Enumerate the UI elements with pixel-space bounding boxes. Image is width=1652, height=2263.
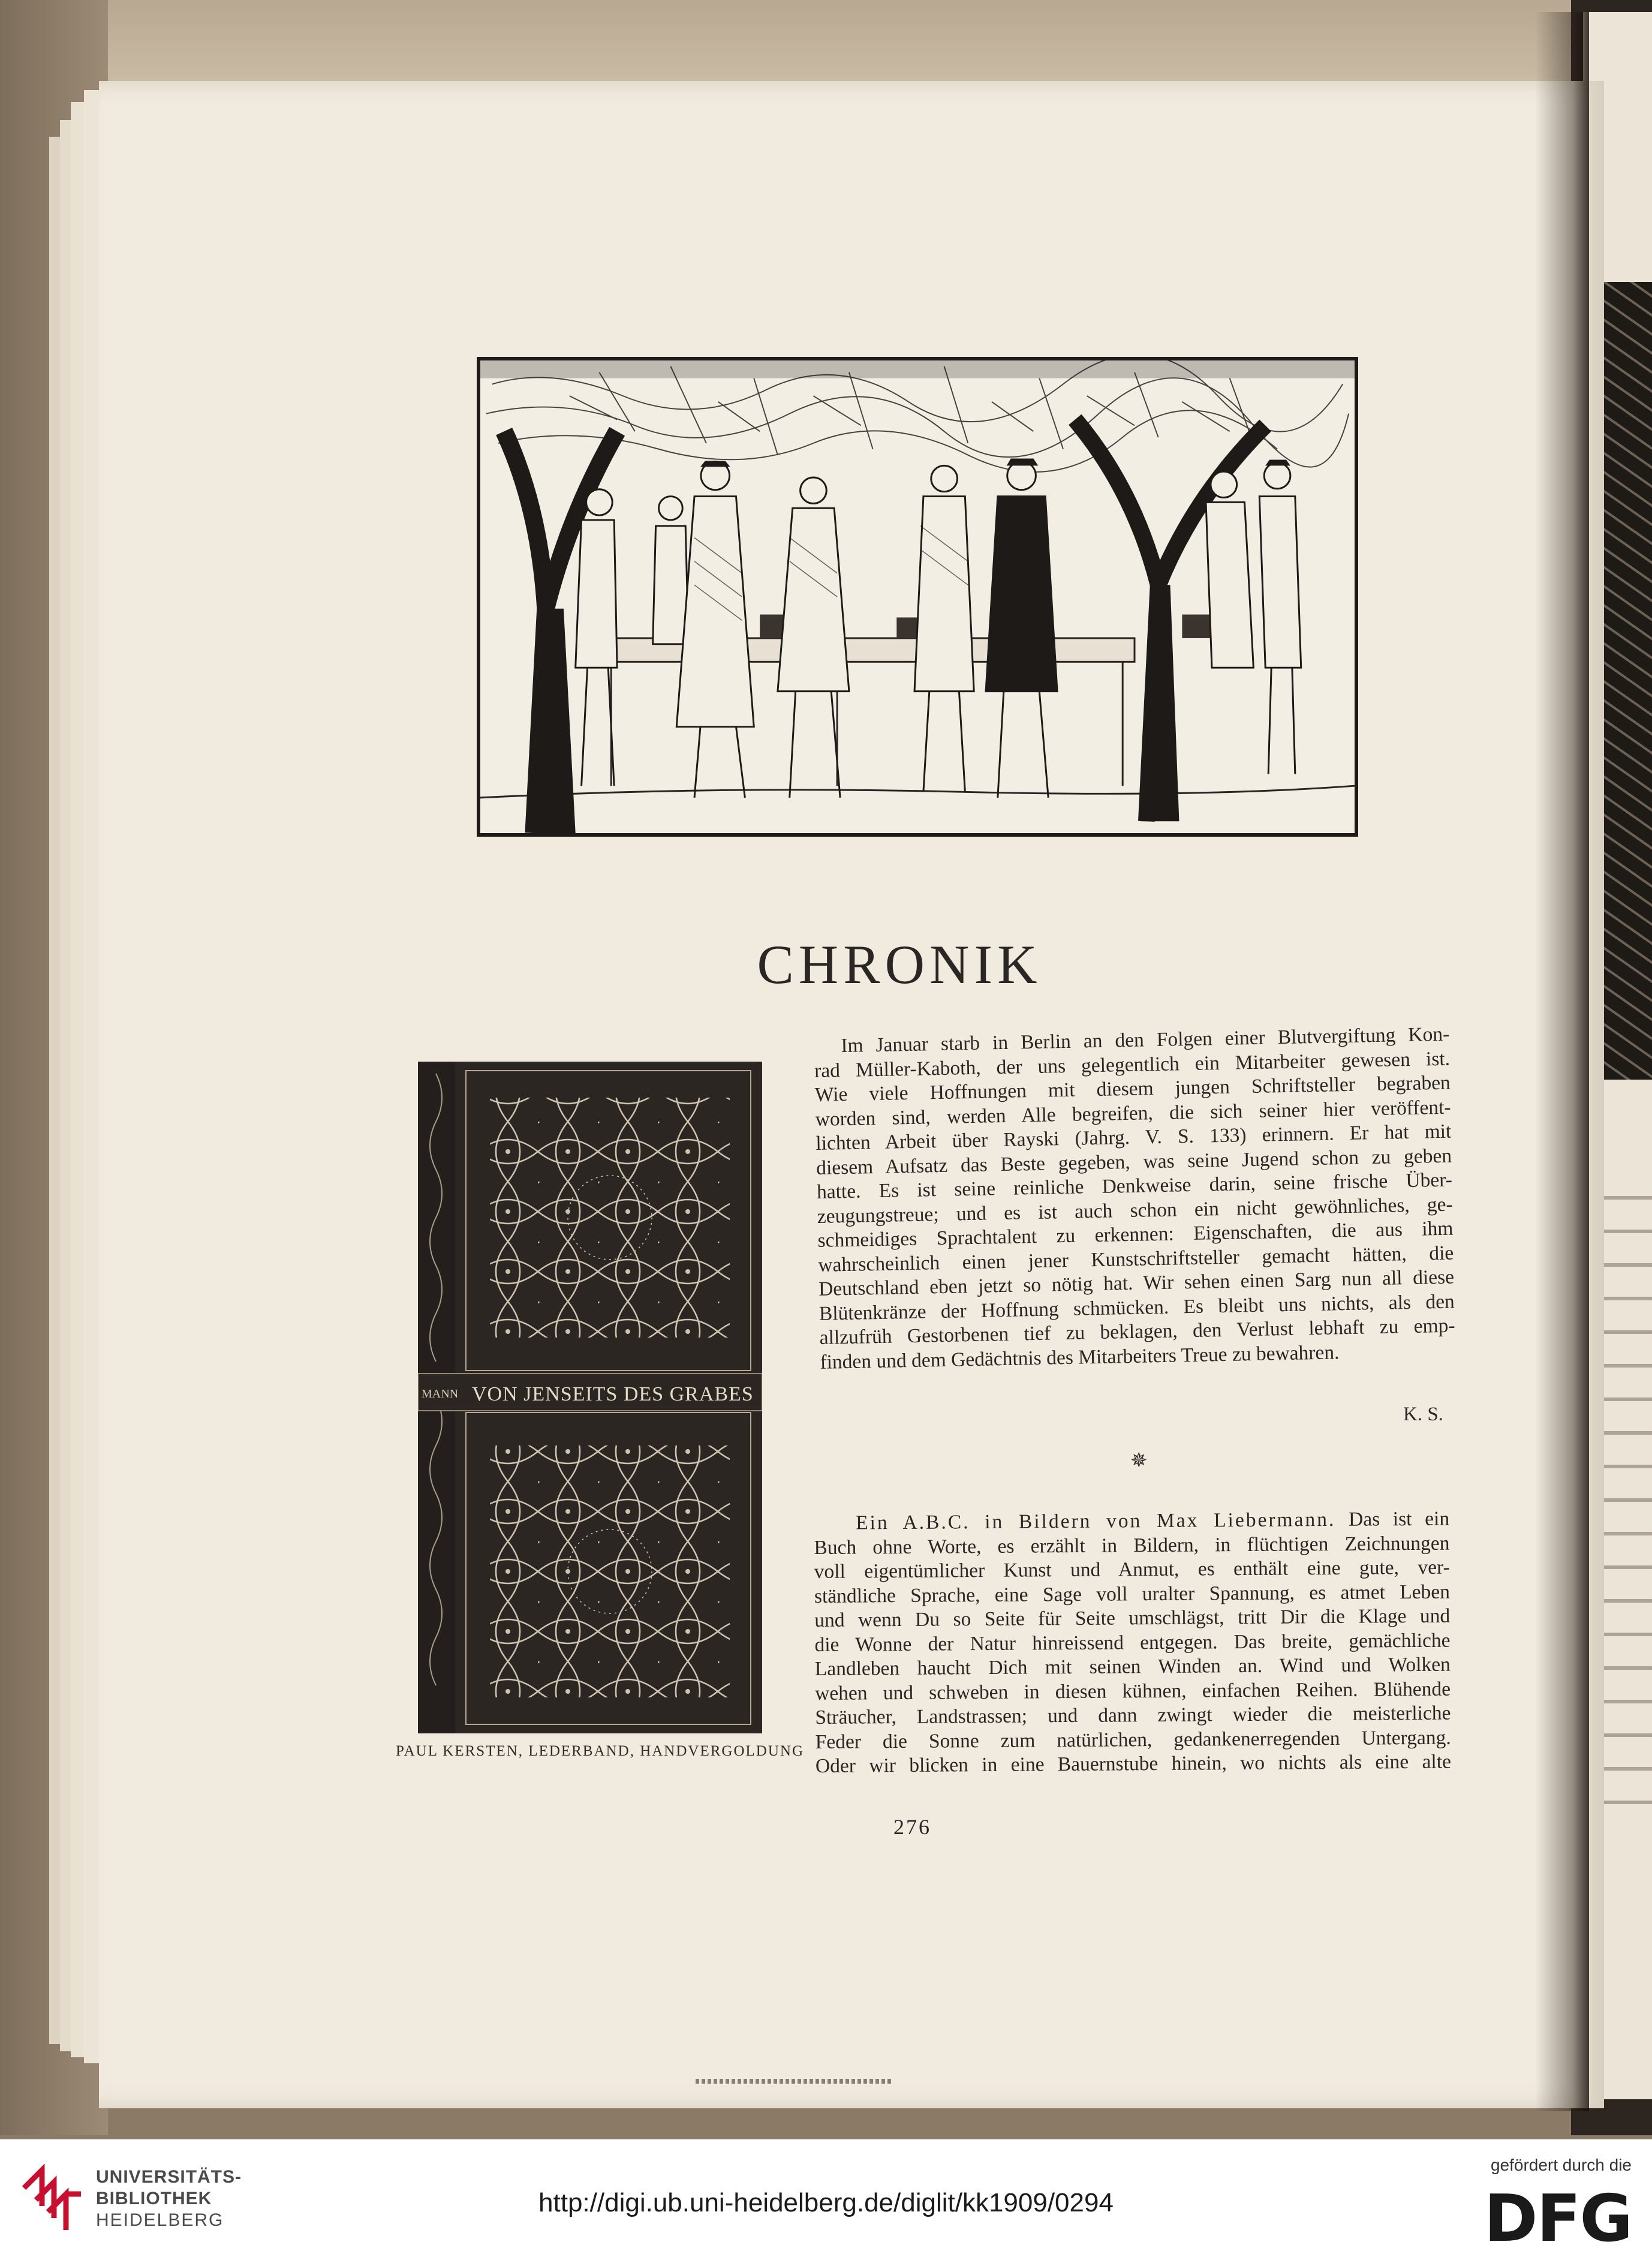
text-line: Oder wir blicken in eine Bauernstube hinein, wo nichts als eine alte [815, 1750, 1452, 1777]
text-line: und wenn Du so Seite für Seite umschlägst, tritt Dir die Klage und [814, 1604, 1451, 1631]
text-line: wahrscheinlich einen jener Kunstschriftsteller gemacht hätten, die [818, 1242, 1454, 1276]
page-number: 276 [893, 1815, 931, 1839]
review-paragraph [814, 1507, 1451, 1779]
text-line: Landleben haucht Dich mit seinen Winden an. Wind und Wolken [814, 1653, 1451, 1680]
book-spine-fragment: MANN [422, 1387, 459, 1401]
book-cover-plate [418, 1062, 762, 1733]
permalink-url[interactable]: http://digi.ub.uni-heidelberg.de/diglit/kk1909/0294 [538, 2188, 1114, 2217]
text-line: lichten Arbeit über Rayski (Jahrg. V. S. 133) erinnern. Er hat mit [816, 1120, 1452, 1155]
text-line: wehen und schweben in diesen kühnen, einfachen Reihen. Blühende [814, 1678, 1451, 1705]
text-line: allzufrüh Gestorbenen tief zu beklagen, den Verlust lebhaft zu emp- [819, 1314, 1455, 1349]
text-line: worden sind, werden Alle begreifen, die sich seiner hier veröffent- [815, 1096, 1451, 1131]
text-line: zeugungstreue; und es ist auch schon ein nicht gewöhnliches, ge- [817, 1193, 1453, 1228]
illustration-drawing [480, 360, 1355, 833]
institution-line: BIBLIOTHEK [96, 2189, 212, 2208]
text-line: Blütenkränze der Hoffnung schmücken. Es bleibt uns nichts, als den [819, 1290, 1455, 1325]
leather-binding-drawing [418, 1062, 762, 1733]
text-line: voll eigentümlicher Kunst und Anmut, es enthält eine gute, ver- [814, 1556, 1450, 1583]
review-lead-rest: Das ist ein [1348, 1507, 1450, 1531]
text-line: Sträucher, Landstrassen; und dann zwingt wieder die meisterliche [815, 1702, 1451, 1729]
text-line: rad Müller-Kaboth, der uns gelegentlich ein Mitarbeiter gewesen ist. [814, 1047, 1451, 1082]
text-line: hatte. Es ist seine reinliche Denkweise darin, seine frische Über- [816, 1168, 1453, 1203]
section-title: CHRONIK [757, 934, 1042, 995]
institution-line: UNIVERSITÄTS- [96, 2167, 242, 2187]
text-line [814, 1507, 1449, 1536]
text-line: Wie viele Hoffnungen mit diesem jungen Schriftsteller begraben [814, 1071, 1451, 1106]
section-divider: ✵ [1130, 1448, 1148, 1472]
book-spine-title: VON JENSEITS DES GRABES [472, 1383, 754, 1405]
text-line: Buch ohne Worte, es erzählt in Bildern, in flüchtigen Zeichnungen [814, 1532, 1450, 1559]
text-line: die Wonne der Natur hinreissend entgegen. Das breite, gemächliche [814, 1629, 1451, 1656]
text-line: Deutschland eben jetzt so nötig hat. Wir sehen einen Sarg nun all diese [818, 1266, 1455, 1300]
text-line: Feder die Sonne zum natürlichen, gedankenerregenden Untergang. [815, 1726, 1451, 1753]
viewer-footer [0, 2139, 1652, 2263]
book-market-illustration [477, 357, 1358, 837]
book-caption: PAUL KERSTEN, LEDERBAND, HANDVERGOLDUNG [396, 1743, 805, 1759]
dfg-logo-icon[interactable]: DFG [1484, 2181, 1632, 2256]
backdrop-top [0, 0, 1652, 84]
print-mark [696, 2079, 893, 2084]
review-lead: Ein A.B.C. in Bildern von Max Liebermann. [856, 1508, 1336, 1534]
text-line: ständliche Sprache, eine Sage voll uralter Spannung, es atmet Leben [814, 1580, 1451, 1607]
text-line: Im Januar starb in Berlin an den Folgen einer Blutvergiftung Kon- [841, 1023, 1450, 1057]
obituary-paragraph [814, 1023, 1456, 1375]
text-line: schmeidiges Sprachtalent zu erkennen: Eigenschaften, die aus ihm [817, 1217, 1454, 1252]
text-line: finden und dem Gedächtnis des Mitarbeiters Treue zu bewahren. [820, 1341, 1340, 1374]
author-initials: K. S. [1403, 1404, 1443, 1425]
institution-line: HEIDELBERG [96, 2210, 224, 2230]
sponsor-text: gefördert durch die [1490, 2156, 1632, 2174]
gutter-shadow [1535, 12, 1589, 2111]
text-line: diesem Aufsatz das Beste gegeben, was seine Jugend schon zu geben [816, 1144, 1452, 1179]
